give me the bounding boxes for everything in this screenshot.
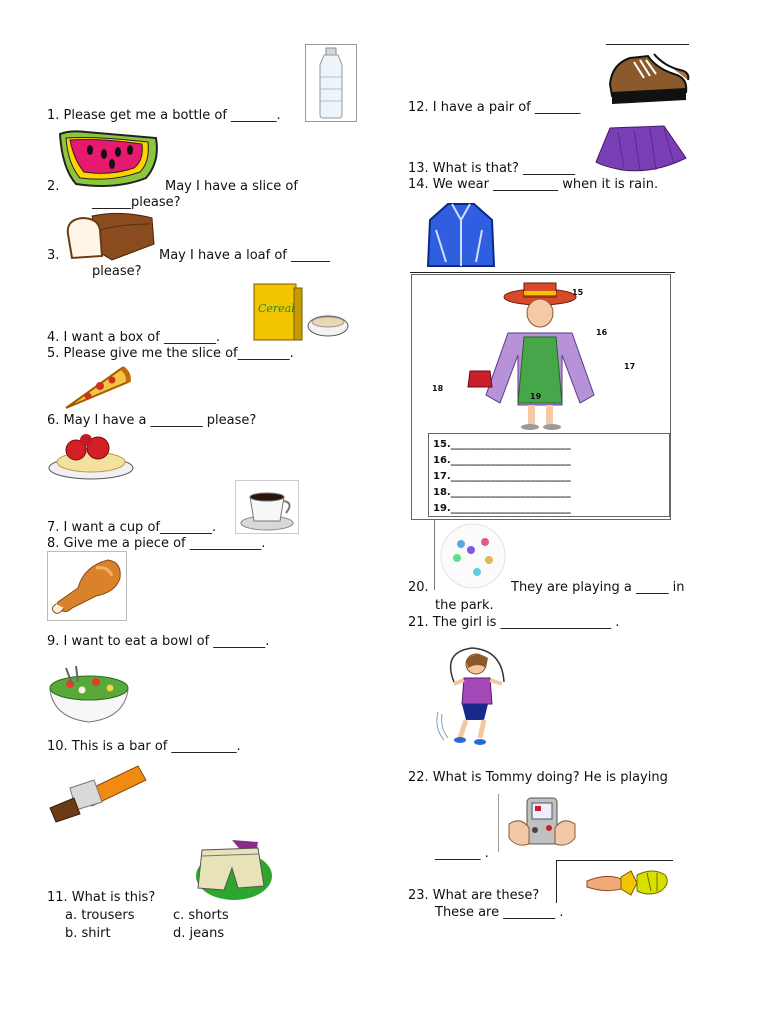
question-10: 10. This is a bar of __________. [47,739,241,754]
hands-image [556,860,673,903]
cereal-box-image [248,278,350,342]
raincoat-image [424,200,498,272]
question-12: 12. I have a pair of _______ [408,100,581,115]
blank-15: 15.________________________ [433,439,571,450]
question-11: 11. What is this? [47,890,156,905]
cereal-box-label: Cereal [258,302,295,315]
option-a-trousers: a. trousers [65,908,135,923]
question-23: 23. What are these? [408,888,540,903]
salad-bowl-image [46,660,132,726]
label-17: 17 [624,362,636,371]
answer-box [428,433,670,517]
question-14: 14. We wear __________ when it is rain. [408,177,659,192]
shoes-image [604,48,690,112]
purple-skirt-image [594,122,690,176]
chicken-drumstick-image [47,551,127,621]
top-answer-line [606,44,689,45]
question-20-number: 20. [408,580,429,595]
girl-skipping-image [432,642,518,752]
question-6: 6. May I have a ________ please? [47,413,257,428]
lady-figure [412,275,670,435]
question-23-answer: These are ________ . [435,905,564,920]
shorts-image [188,836,274,904]
label-19: 19 [530,392,542,401]
question-2-continued: ______please? [92,195,181,210]
marbles-image [434,520,511,590]
option-d-jeans: d. jeans [173,926,225,941]
question-22: 22. What is Tommy doing? He is playing [408,770,668,785]
lady-illustration-frame [411,274,671,520]
label-15: 15 [572,288,584,297]
question-9: 9. I want to eat a bowl of ________. [47,634,270,649]
water-bottle-image [305,44,357,122]
question-4: 4. I want a box of ________. [47,330,221,345]
question-20-continued: the park. [435,598,494,613]
question-21: 21. The girl is _________________ . [408,615,620,630]
blank-16: 16.________________________ [433,455,571,466]
blank-19: 19.________________________ [433,503,571,514]
question-7: 7. I want a cup of________. [47,520,217,535]
question-2-number: 2. [47,179,60,194]
question-2-text: May I have a slice of [165,179,298,194]
handheld-game-image [498,794,585,852]
question-13: 13. What is that? ________ [408,161,576,176]
answer-line [410,272,675,273]
pizza-slice-image [60,360,132,414]
question-3-continued: please? [92,264,142,279]
question-8: 8. Give me a piece of ___________. [47,536,266,551]
question-3-number: 3. [47,248,60,263]
spaghetti-plate-image [46,428,136,482]
watermelon-slice-image [56,128,162,188]
question-22-answer: _______ . [435,846,489,861]
chocolate-bar-image [46,762,148,824]
question-1: 1. Please get me a bottle of _______. [47,108,281,123]
label-18: 18 [432,384,444,393]
question-5: 5. Please give me the slice of________. [47,346,294,361]
option-c-shorts: c. shorts [173,908,229,923]
blank-17: 17.________________________ [433,471,571,482]
bread-loaf-image [62,210,156,262]
option-b-shirt: b. shirt [65,926,111,941]
blank-18: 18.________________________ [433,487,571,498]
coffee-cup-image [235,480,299,534]
label-16: 16 [596,328,608,337]
question-20-text: They are playing a _____ in [511,580,685,595]
question-3-text: May I have a loaf of ______ [159,248,331,263]
